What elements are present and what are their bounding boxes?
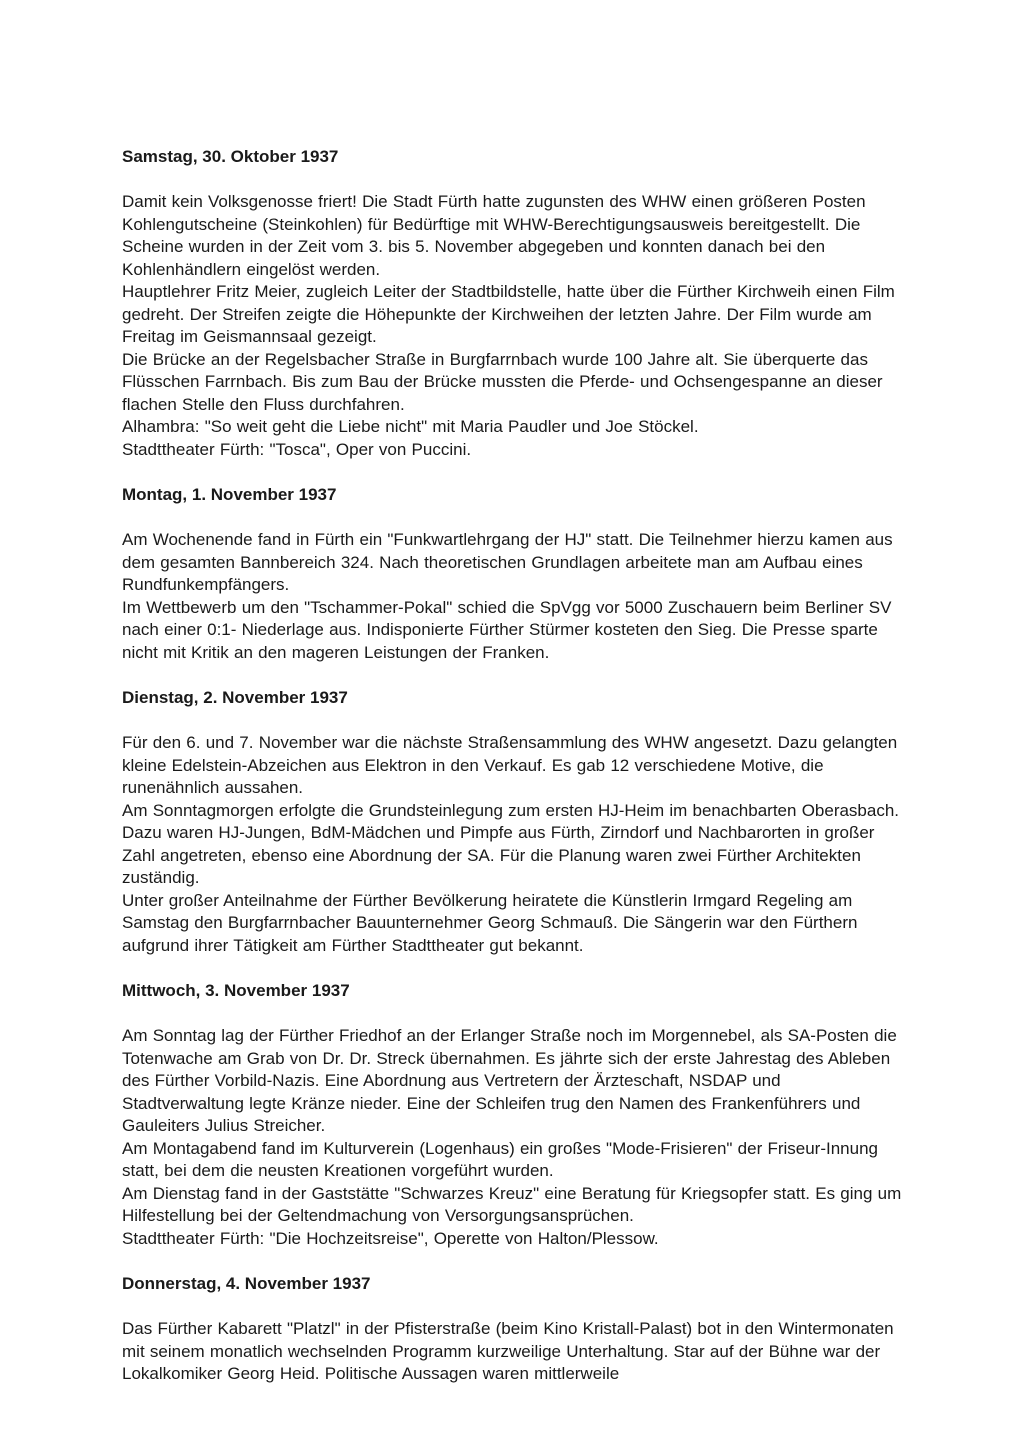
section-dienstag-2-november bbox=[122, 687, 906, 957]
paragraph: Im Wettbewerb um den "Tschammer-Pokal" schied die SpVgg vor 5000 Zuschauern beim Berliner SV nach einer 0:1- Niederlage aus. Indisponierte Fürther Stürmer kosteten den Sieg. Die Presse sparte nicht mit Kritik an den mageren Leistungen der Franken. bbox=[122, 597, 892, 662]
paragraph: Damit kein Volksgenosse friert! Die Stadt Fürth hatte zugunsten des WHW einen größeren Posten Kohlengutscheine (Steinkohlen) für Bedürftige mit WHW-Berechtigungsausweis bereitgestellt. Die Scheine wurden in der Zeit vom 3. bis 5. November abgegeben und konnten danach bei den Kohlenhändlern eingelöst werden. bbox=[122, 192, 866, 279]
paragraph: Die Brücke an der Regelsbacher Straße in Burgfarrnbach wurde 100 Jahre alt. Sie überquerte das Flüsschen Farrnbach. Bis zum Bau der Brücke mussten die Pferde- und Ochsengespanne an dieser flachen Stelle den Fluss durchfahren. bbox=[122, 349, 883, 414]
paragraph: Das Fürther Kabarett "Platzl" in der Pfisterstraße (beim Kino Kristall-Palast) bot in den Wintermonaten mit seinem monatlich wechselnden Programm kurzweilige Unterhaltung. Star auf der Bühne war der Lokalkomiker Georg Heid. Politische Aussagen waren mittlerweile bbox=[122, 1319, 894, 1383]
section-body bbox=[122, 191, 906, 461]
section-mittwoch-3-november bbox=[122, 980, 906, 1250]
section-heading: Montag, 1. November 1937 bbox=[122, 485, 337, 504]
paragraph: Am Wochenende fand in Fürth ein "Funkwartlehrgang der HJ" statt. Die Teilnehmer hierzu kamen aus dem gesamten Bannbereich 324. Nach theoretischen Grundlagen arbeitete man am Aufbau eines Rundfunkempfängers. bbox=[122, 530, 893, 594]
section-montag-1-november bbox=[122, 484, 906, 664]
section-heading: Dienstag, 2. November 1937 bbox=[122, 688, 348, 707]
section-heading: Mittwoch, 3. November 1937 bbox=[122, 981, 350, 1000]
paragraph: Hauptlehrer Fritz Meier, zugleich Leiter der Stadtbildstelle, hatte über die Fürther Kirchweih einen Film gedreht. Der Streifen zeigte die Höhepunkte der Kirchweihen der letzten Jahre. Der Film wurde am Freitag im Geismannsaal gezeigt. bbox=[122, 282, 895, 346]
paragraph: Am Montagabend fand im Kulturverein (Logenhaus) ein großes "Mode-Frisieren" der Friseur-Innung statt, bei dem die neusten Kreationen vorgeführt wurden. bbox=[122, 1138, 878, 1180]
paragraph: Stadttheater Fürth: "Tosca", Oper von Puccini. bbox=[122, 439, 472, 459]
paragraph: Für den 6. und 7. November war die nächste Straßensammlung des WHW angesetzt. Dazu gelangten kleine Edelstein-Abzeichen aus Elektron in den Verkauf. Es gab 12 verschiedene Motive, die runenähnlich aussahen. bbox=[122, 733, 898, 797]
section-body bbox=[122, 732, 906, 957]
paragraph: Am Dienstag fand in der Gaststätte "Schwarzes Kreuz" eine Beratung für Kriegsopfer statt. Es ging um Hilfestellung bei der Geltendmachung von Versorgungsansprüchen. bbox=[122, 1183, 902, 1225]
paragraph: Unter großer Anteilnahme der Fürther Bevölkerung heiratete die Künstlerin Irmgard Regeling am Samstag den Burgfarrnbacher Bauunternehmer Georg Schmauß. Die Sängerin war den Fürthern aufgrund ihrer Tätigkeit am Fürther Stadttheater gut bekannt. bbox=[122, 890, 858, 955]
section-samstag-30-oktober bbox=[122, 146, 906, 461]
section-body bbox=[122, 1318, 906, 1386]
paragraph: Stadttheater Fürth: "Die Hochzeitsreise", Operette von Halton/Plessow. bbox=[122, 1228, 659, 1248]
paragraph: Alhambra: "So weit geht die Liebe nicht" mit Maria Paudler und Joe Stöckel. bbox=[122, 417, 699, 436]
section-donnerstag-4-november bbox=[122, 1273, 906, 1386]
paragraph: Am Sonntagmorgen erfolgte die Grundsteinlegung zum ersten HJ-Heim im benachbarten Oberasbach. Dazu waren HJ-Jungen, BdM-Mädchen und Pimpfe aus Fürth, Zirndorf und Nachbarorten in großer Zahl angetreten, ebenso eine Abordnung der SA. Für die Planung waren zwei Fürther Architekten zuständig. bbox=[122, 800, 900, 887]
section-body bbox=[122, 1025, 906, 1250]
section-heading: Donnerstag, 4. November 1937 bbox=[122, 1274, 371, 1293]
section-body bbox=[122, 529, 906, 664]
section-heading: Samstag, 30. Oktober 1937 bbox=[122, 147, 339, 166]
paragraph: Am Sonntag lag der Fürther Friedhof an der Erlanger Straße noch im Morgennebel, als SA-Posten die Totenwache am Grab von Dr. Dr. Streck übernahmen. Es jährte sich der erste Jahrestag des Ableben des Fürther Vorbild-Nazis. Eine Abordnung aus Vertretern der Ärzteschaft, NSDAP und Stadtverwaltung legte Kränze nieder. Eine der Schleifen trug den Namen des Frankenführers und Gauleiters Julius Streicher. bbox=[122, 1026, 897, 1135]
